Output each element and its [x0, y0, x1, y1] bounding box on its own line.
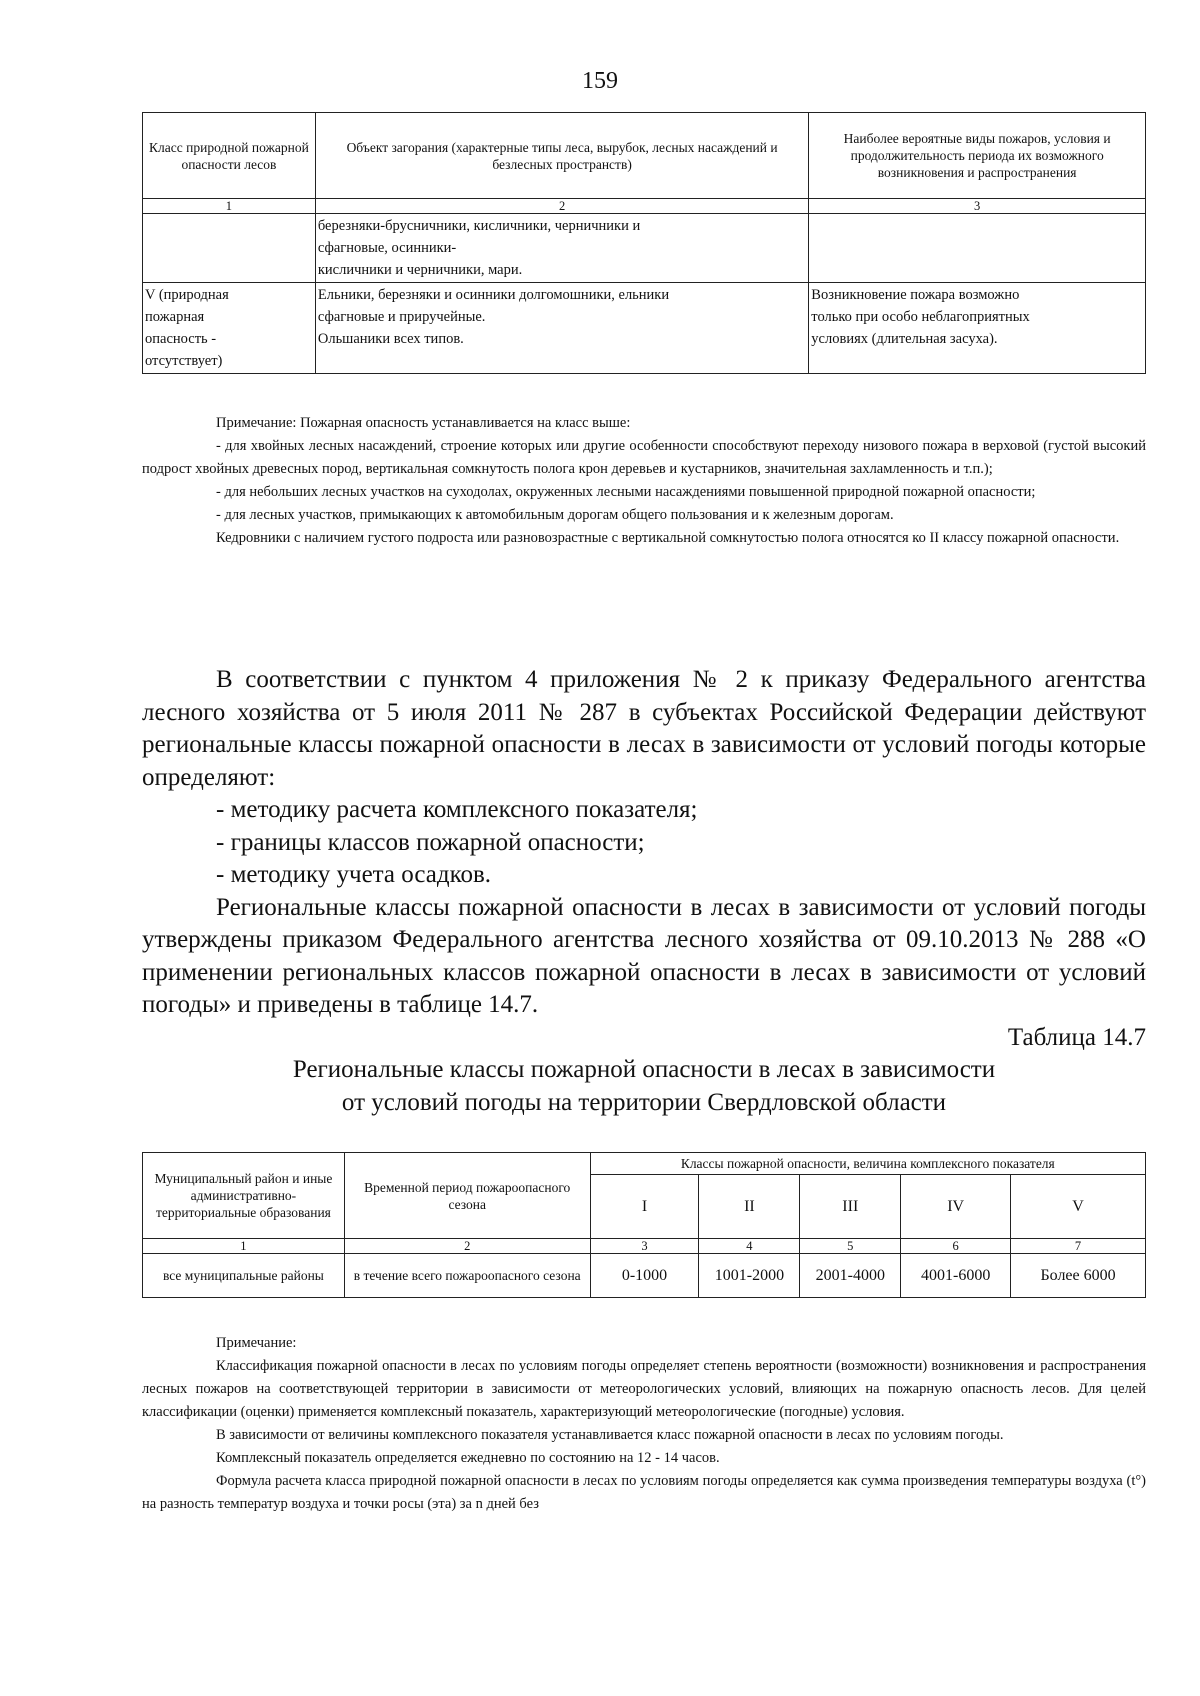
table1-colnum: 1 — [143, 199, 316, 214]
note-line: - для лесных участков, примыкающих к автомобильным дорогам общего пользования и к железным дорогам. — [216, 507, 894, 523]
table-row — [143, 214, 1146, 283]
table2-class-label: V — [1011, 1175, 1146, 1239]
cell-line: пожарная — [145, 309, 205, 325]
cell-line: березняки-брусничники, кисличники, черничники и — [317, 218, 641, 234]
table-title: Региональные классы пожарной опасности в лесах в зависимости — [292, 1056, 996, 1083]
table-row — [143, 1254, 1146, 1298]
cell-line: кисличники и черничники, мари. — [317, 262, 523, 278]
cell-line: отсутствует) — [145, 353, 223, 369]
table2-colnum: 2 — [344, 1239, 590, 1254]
table2-class-label: IV — [901, 1175, 1011, 1239]
note-line: Комплексный показатель определяется ежедневно по состоянию на 12 - 14 часов. — [216, 1450, 720, 1466]
table1-cell — [143, 283, 316, 374]
table2-value: 4001-6000 — [901, 1254, 1011, 1298]
table1-cell — [315, 283, 808, 374]
cell-line: сфагновые и приручейные. — [317, 309, 486, 325]
table1-cell — [809, 283, 1146, 374]
table2-class-label: I — [590, 1175, 699, 1239]
table1-header-fire-types: Наиболее вероятные виды пожаров, условия и продолжительность периода их возможного возникновения и распространения — [809, 113, 1146, 199]
table1-note — [142, 412, 1146, 550]
note-line: - для хвойных лесных насаждений, строение которых или другие особенности способствуют переходу низового пожара в верховой (густой высокий подрост хвойных древесных пород, вертикальная сомкнутость полога крон деревьев и кустарников, значительная захламленность и т.п.); — [142, 438, 1146, 477]
list-item: - методику расчета комплексного показателя; — [216, 796, 698, 823]
table-title: от условий погоды на территории Свердловской области — [341, 1088, 947, 1116]
fire-hazard-class-table — [142, 112, 1146, 374]
paragraph: Региональные классы пожарной опасности в лесах в зависимости от условий погоды утверждены приказом Федерального агентства лесного хозяйства от 09.10.2013 № 288 «О применении региональных классов пожарной опасности в лесах в зависимости от условий погоды» и приведены в таблице 14.7. — [142, 893, 1146, 1018]
table1-cell — [315, 214, 808, 283]
cell-line: V (природная — [145, 287, 229, 303]
note-line: - для небольших лесных участков на суходолах, окруженных лесными насаждениями повышенной природной пожарной опасности; — [216, 484, 1036, 500]
cell-line: Возникновение пожара возможно — [811, 287, 1020, 303]
table2-header-district: Муниципальный район и иные административно-территориальные образования — [143, 1153, 345, 1239]
list-item: - методику учета осадков. — [216, 861, 492, 888]
table2-header-period: Временной период пожароопасного сезона — [344, 1153, 590, 1239]
table2-colnum: 7 — [1011, 1239, 1146, 1254]
table2-value: 1001-2000 — [699, 1254, 800, 1298]
table2-district: все муниципальные районы — [143, 1254, 345, 1298]
note-line: Примечание: Пожарная опасность устанавливается на класс выше: — [216, 415, 631, 431]
list-item: - границы классов пожарной опасности; — [216, 828, 645, 856]
paragraph: В соответствии с пунктом 4 приложения № 2 к приказу Федерального агентства лесного хозяйства от 5 июля 2011 № 287 в субъектах Российской Федерации действуют региональные классы пожарной опасности в лесах в зависимости от условий погоды которые определяют: — [142, 666, 1146, 791]
table1-colnum: 2 — [315, 199, 808, 214]
table2-class-label: II — [699, 1175, 800, 1239]
table1-cell — [809, 214, 1146, 283]
cell-line: Ельники, березняки и осинники долгомошники, ельники — [317, 287, 670, 303]
table2-colnum: 3 — [590, 1239, 699, 1254]
table-row — [143, 283, 1146, 374]
note-line: Классификация пожарной опасности в лесах по условиям погоды определяет степень вероятности (возможности) возникновения и распространения лесных пожаров на соответствующей территории в зависимости от метеорологических условий, влияющих на пожарную опасность лесов. Для целей классификации (оценки) применяется комплексный показатель, характеризующий метеорологические (погодные) условия. — [142, 1358, 1146, 1420]
cell-line: Ольшаники всех типов. — [317, 331, 464, 347]
table-label: Таблица 14.7 — [1007, 1023, 1146, 1051]
table2-value: 2001-4000 — [800, 1254, 901, 1298]
table2-class-label: III — [800, 1175, 901, 1239]
main-text — [142, 664, 1146, 1119]
table2-colnum: 6 — [901, 1239, 1011, 1254]
page-number: 159 — [582, 68, 618, 94]
table2-colnum: 5 — [800, 1239, 901, 1254]
note-line: Примечание: — [216, 1335, 297, 1351]
cell-line: условиях (длительная засуха). — [811, 331, 998, 347]
table2-value: 0-1000 — [590, 1254, 699, 1298]
table1-header-object: Объект загорания (характерные типы леса, вырубок, лесных насаждений и безлесных пространств) — [315, 113, 808, 199]
table2-colnum: 1 — [143, 1239, 345, 1254]
table2-note — [142, 1332, 1146, 1516]
note-line: В зависимости от величины комплексного показателя устанавливается класс пожарной опасности в лесах по условиям погоды. — [216, 1427, 1004, 1443]
cell-line: сфагновые, осинники- — [317, 240, 457, 256]
table2-period: в течение всего пожароопасного сезона — [344, 1254, 590, 1298]
table1-cell — [143, 214, 316, 283]
table1-header-class: Класс природной пожарной опасности лесов — [143, 113, 316, 199]
cell-line: опасность - — [145, 331, 217, 347]
table2-header-classes: Классы пожарной опасности, величина комплексного показателя — [590, 1153, 1145, 1175]
cell-line: только при особо неблагоприятных — [811, 309, 1030, 325]
table2-colnum: 4 — [699, 1239, 800, 1254]
note-line: Формула расчета класса природной пожарной опасности в лесах по условиям погоды определяется как сумма произведения температуры воздуха (t°) на разность температур воздуха и точки росы (эта) за n дней без — [142, 1473, 1146, 1512]
table1-colnum: 3 — [809, 199, 1146, 214]
table2-value: Более 6000 — [1011, 1254, 1146, 1298]
regional-fire-class-table — [142, 1152, 1146, 1298]
note-line: Кедровники с наличием густого подроста или разновозрастные с вертикальной сомкнутостью полога относятся ко II классу пожарной опасности. — [216, 530, 1120, 546]
